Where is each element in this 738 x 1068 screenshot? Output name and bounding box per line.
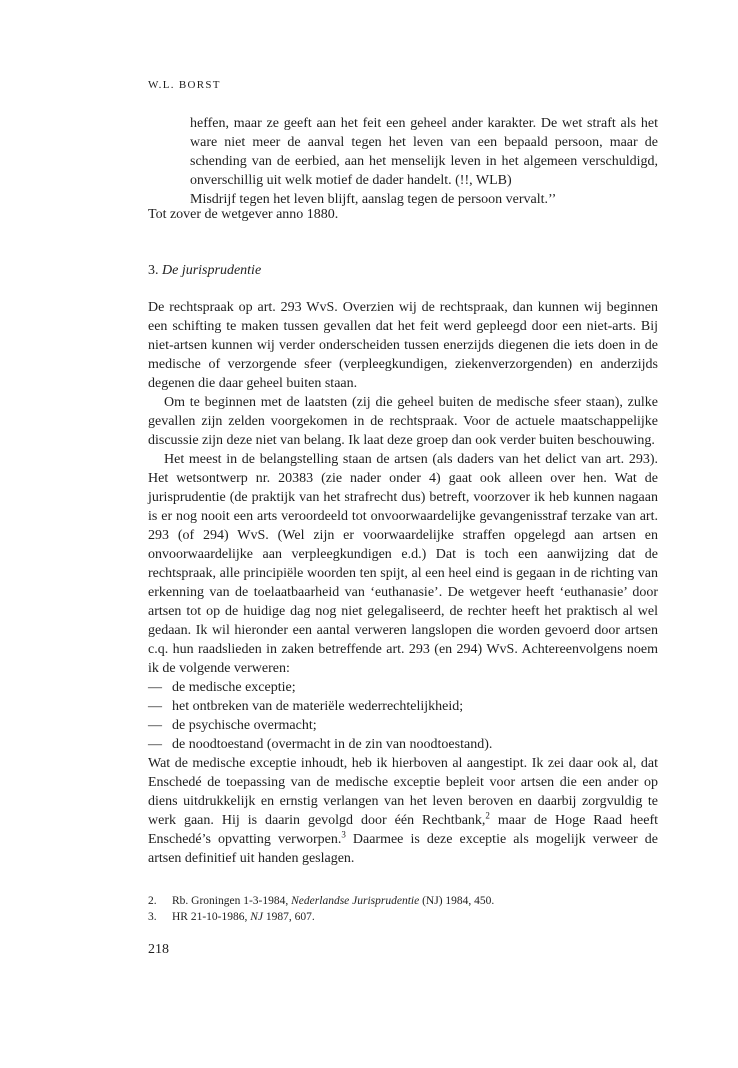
section-title: De jurisprudentie <box>162 263 262 278</box>
defences-list <box>148 678 658 754</box>
list-dash: — <box>148 737 162 752</box>
footnote-citation-end: (NJ) 1984, 450. <box>419 895 495 907</box>
footnote-citation: Rb. Groningen 1-3-1984, <box>172 895 292 907</box>
paragraph-4-text: Daarmee is deze exceptie als mogelijk verweer de artsen definitief uit handen geslagen. <box>148 832 658 866</box>
list-item-text: de noodtoestand (overmacht in de zin van noodtoestand). <box>172 737 493 752</box>
footnote-source: NJ <box>250 911 264 923</box>
body-text <box>148 298 658 868</box>
block-quote <box>190 114 658 209</box>
footnote-number: 3. <box>148 911 157 923</box>
paragraph-2: Om te beginnen met de laatsten (zij die geheel buiten de medische sfeer staan), zulke gevallen zijn zelden voorgekomen in de rechtspraak. Voor de actuele maatschappelijke discussie zijn deze niet van belang. Ik laat deze groep dan ook verder buiten beschouwing. <box>148 395 658 448</box>
section-number: 3. <box>148 263 159 278</box>
footnote <box>148 893 658 909</box>
running-head: W.L. BORST <box>148 79 221 91</box>
list-dash: — <box>148 680 162 695</box>
list-item <box>148 697 658 716</box>
quote-conclusion: Tot zover de wetgever anno 1880. <box>148 207 339 222</box>
list-item-text: de medische exceptie; <box>172 680 296 695</box>
footnote-number: 2. <box>148 895 157 907</box>
section-heading <box>148 261 261 280</box>
list-item <box>148 678 658 697</box>
footnote-text <box>172 893 494 909</box>
footnote-text <box>172 909 315 925</box>
paragraph-4-text: maar de Hoge Raad heeft Enschedé’s opvatting verworpen. <box>148 813 658 847</box>
list-dash: — <box>148 718 162 733</box>
footnote-source: Nederlandse Jurisprudentie <box>291 895 420 907</box>
paragraph-4-text: Wat de medische exceptie inhoudt, heb ik hierboven al aangestipt. Ik zei daar ook al, dat Enschedé de toepassing van de medische exceptie bepleit voor artsen die een ander op diens uitdrukkelijk en ernstig verlangen van het leven beroven en daarbij zorgvuldig te werk gaan. Hij is daarin gevolgd door één Rechtbank, <box>148 756 658 828</box>
footnote-ref-2[interactable]: 2 <box>485 810 490 821</box>
page-number: 218 <box>148 942 169 957</box>
paragraph-3: Het meest in de belangstelling staan de artsen (als daders van het delict van art. 293). Het wetsontwerp nr. 20383 (zie nader onder 4) gaat ook alleen over hen. Wat de jurisprudentie (de praktijk van het strafrecht dus) betreft, voorzover ik heb kunnen nagaan is er nog nooit een arts veroordeeld tot onvoorwaardelijke gevangenisstraf terzake van art. 293 (of 294) WvS. (Wel zijn er voorwaardelijke straffen opgelegd aan artsen en onvoorwaardelijke aan verpleegkundigen e.d.) Dat is toch een aanwijzing dat de rechtspraak, alle principiële woorden ten spijt, al een heel eind is gegaan in de richting van erkenning van de toelaatbaarheid van ‘euthanasie’. De wetgever heeft ‘euthanasie’ door artsen tot op de huidige dag nog niet gelegaliseerd, de rechter heeft het praktisch al wel gedaan. Ik wil hieronder een aantal verweren langslopen die worden gevoerd door artsen c.q. hun raadslieden in zaken betreffende art. 293 (en 294) WvS. Achtereenvolgens noem ik de volgende verweren: <box>148 452 658 676</box>
footnote-citation: HR 21-10-1986, <box>172 911 251 923</box>
footnote-citation-end: 1987, 607. <box>263 911 315 923</box>
paragraph-4 <box>148 754 658 868</box>
list-item-text: de psychische overmacht; <box>172 718 317 733</box>
quote-paragraph: heffen, maar ze geeft aan het feit een geheel ander karakter. De wet straft als het ware niet meer de aanval tegen het leven van een bepaald persoon, maar de schending van de eerbied, aan het menselijk leven in het algemeen verschuldigd, onverschillig uit welk motief de dader handelt. (!!, WLB) <box>190 116 658 188</box>
list-item <box>148 735 658 754</box>
list-item <box>148 716 658 735</box>
footnotes <box>148 893 658 925</box>
footnote-ref-3[interactable]: 3 <box>341 829 346 840</box>
list-dash: — <box>148 699 162 714</box>
paragraph-1: De rechtspraak op art. 293 WvS. Overzien wij de rechtspraak, dan kunnen wij beginnen een schifting te maken tussen gevallen dat het feit werd gepleegd door een niet-arts. Bij niet-artsen kunnen wij verder onderscheiden tussen enerzijds diegenen die iets doen in de medische of verzorgende sfeer (verpleegkundigen, ziekenverzorgenden) en anderzijds degenen die daar geheel buiten staan. <box>148 300 658 391</box>
list-item-text: het ontbreken van de materiële wederrechtelijkheid; <box>172 699 464 714</box>
footnote <box>148 909 658 925</box>
quote-closing-line: Misdrijf tegen het leven blijft, aanslag tegen de persoon vervalt.’’ <box>190 192 557 207</box>
